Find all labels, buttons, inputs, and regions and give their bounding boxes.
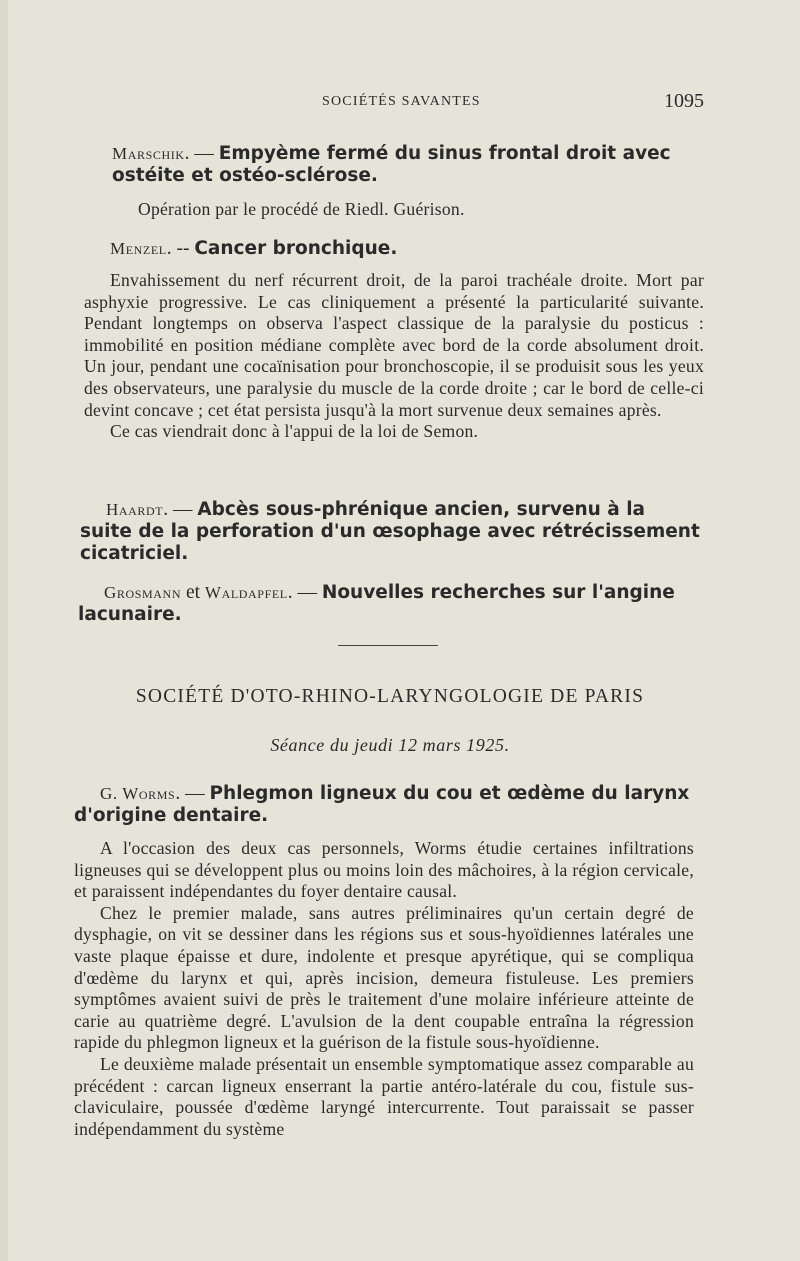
- entry-worms-body: [74, 838, 694, 1140]
- entry-heading: [74, 783, 698, 827]
- session-date: Séance du jeudi 12 mars 1925.: [270, 735, 510, 755]
- entry-title: Empyème fermé du sinus frontal droit avec ostéite et ostéo-sclérose.: [112, 143, 671, 186]
- entry-heading: [78, 582, 700, 626]
- entry-menzel: [84, 238, 710, 260]
- section-title: SOCIÉTÉ D'OTO-RHINO-LARYNGOLOGIE DE PARIS: [135, 686, 645, 707]
- separator: . —: [184, 143, 219, 164]
- author-name: Haardt: [106, 500, 164, 519]
- paragraph: Chez le premier malade, sans autres préliminaires qu'un certain degré de dysphagie, on vit se dessiner dans les régions sus et sous-hyoïdiennes latérales une vaste plaque épaisse et dure, indolente et presque apyrétique, qui se compliqua d'œdème du larynx et qui, après incision, demeura fistuleuse. Les premiers symptômes avaient suivi de près le traitement d'une molaire inférieure atteinte de carie au quatrième degré. L'avulsion de la dent coupable entraîna la régression rapide du phlegmon ligneux et la guérison de la fistule sous-hyoïdienne.: [74, 902, 694, 1053]
- paragraph: Le deuxième malade présentait un ensemble symptomatique assez comparable au précédent : carcan ligneux enserrant la partie antéro-latérale du cou, fistule sus-claviculaire, poussée d'œdème laryngé intercurrente. Tout paraissait se passer indépendamment du système: [74, 1053, 694, 1139]
- entry-title: Cancer bronchique.: [194, 238, 398, 259]
- paragraph: Opération par le procédé de Riedl. Guérison.: [138, 199, 465, 219]
- entry-heading: [112, 143, 710, 187]
- author-name-2: Waldapfel: [204, 583, 288, 602]
- author-name: Marschik: [112, 144, 185, 163]
- paragraph: Envahissement du nerf récurrent droit, de la paroi trachéale droite. Mort par asphyxie progressive. Le cas cliniquement a présenté la particularité suivante. Pendant longtemps on observa l'aspect classique de la paralysie du posticus : immobilité en position médiane complète avec bord de la corde absolument droit. Un jour, pendant une cocaïnisation pour bronchoscopie, il se produisit sous les yeux des observateurs, une paralysie du muscle de la corde droite ; car le bord de celle-ci devint concave ; cet état persista jusqu'à la mort survenue deux semaines après.: [84, 270, 704, 420]
- entry-title: Abcès sous-phrénique ancien, survenu à la suite de la perforation d'un œsophage avec rétrécissement cicatriciel.: [80, 499, 700, 564]
- author-name: G. Worms: [100, 784, 176, 803]
- entry-worms: [74, 783, 698, 827]
- entry-haardt: [80, 499, 700, 565]
- separator: . —: [175, 783, 210, 804]
- entry-menzel-body: [84, 270, 704, 443]
- section-divider: [338, 645, 438, 646]
- entry-title: Nouvelles recherches sur l'angine lacunaire.: [78, 582, 675, 625]
- separator: . —: [163, 499, 198, 520]
- paragraph: Ce cas viendrait donc à l'appui de la loi de Semon.: [110, 421, 479, 442]
- conjunction: et: [181, 582, 205, 603]
- paragraph: A l'occasion des deux cas personnels, Worms étudie certaines infiltrations ligneuses qui se développent plus ou moins loin des mâchoires, à la région cervicale, et paraissent indépendantes du foyer dentaire causal.: [74, 838, 694, 902]
- author-name: Menzel: [110, 239, 167, 258]
- entry-grosmann: [78, 582, 700, 626]
- author-name: Grosmann: [104, 583, 182, 602]
- running-head: SOCIÉTÉS SAVANTES: [322, 94, 481, 109]
- page-header: [0, 90, 800, 116]
- page-number: 1095: [664, 90, 704, 112]
- entry-heading: [84, 238, 710, 260]
- entry-title: Phlegmon ligneux du cou et œdème du larynx d'origine dentaire.: [74, 783, 690, 826]
- entry-marschik: [112, 143, 710, 187]
- entry-heading: [80, 499, 700, 565]
- separator: . --: [166, 238, 195, 259]
- entry-marschik-body: [112, 199, 710, 221]
- separator: . —: [287, 582, 322, 603]
